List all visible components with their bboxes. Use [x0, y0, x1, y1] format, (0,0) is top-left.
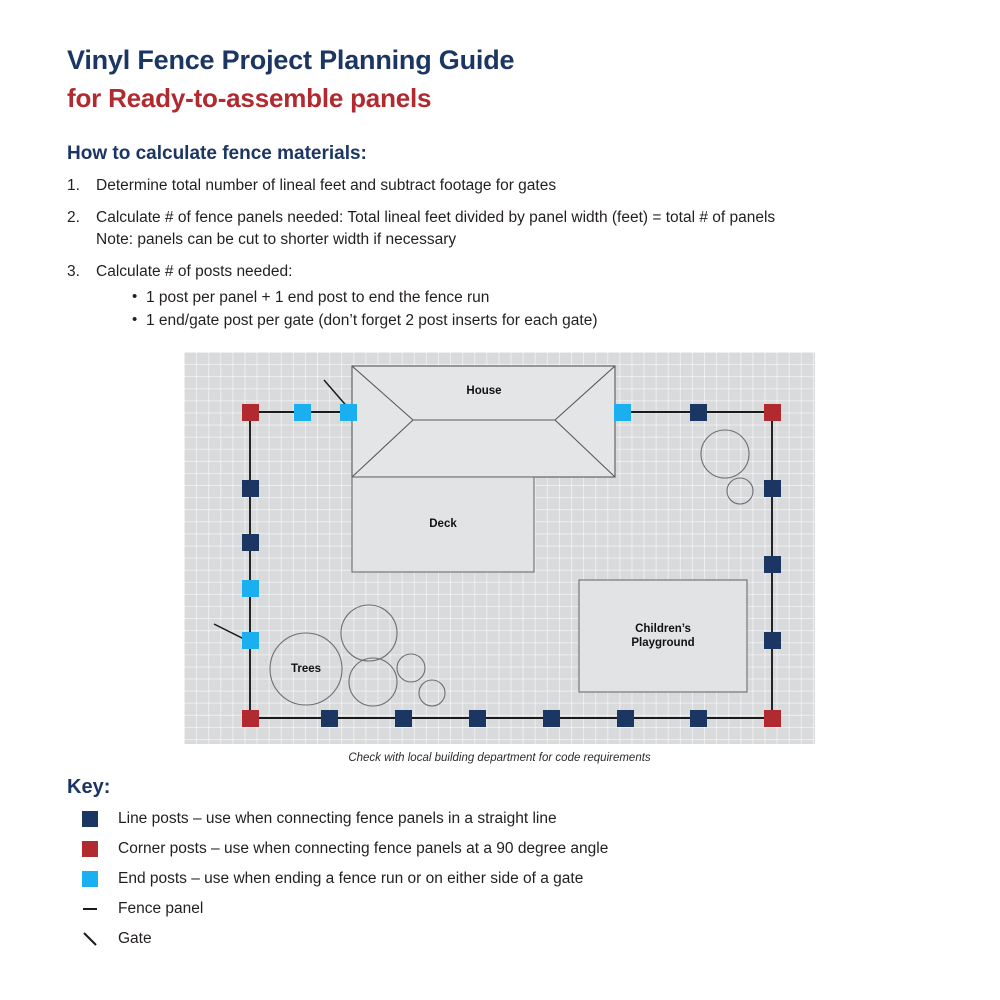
line-post [321, 710, 338, 727]
diagram-graphics [184, 352, 815, 744]
line-post [764, 632, 781, 649]
deck-label: Deck [429, 518, 457, 530]
key-item-label: End posts – use when ending a fence run or on either side of a gate [118, 870, 584, 887]
corner-post [764, 404, 781, 421]
line-post [617, 710, 634, 727]
house-shape [352, 366, 615, 477]
step-number: 1. [67, 177, 80, 194]
corner-post [242, 404, 259, 421]
end-post [340, 404, 357, 421]
instructions-heading: How to calculate fence materials: [67, 143, 367, 164]
line-post-swatch-icon [82, 811, 98, 827]
key-item-corner-post [82, 836, 882, 866]
gate-line-icon [82, 931, 98, 947]
step-text: Determine total number of lineal feet and subtract footage for gates [96, 177, 557, 194]
step-bullet: • 1 end/gate post per gate (don’t forget 2 post inserts for each gate) [132, 309, 947, 332]
page-subtitle: for Ready-to-assemble panels [67, 83, 432, 113]
step-text: Calculate # of fence panels needed: Total lineal feet divided by panel width (feet) = total # of panels [96, 209, 776, 226]
end-post [614, 404, 631, 421]
gate-markers [214, 380, 350, 640]
key-list [82, 806, 882, 956]
step-bullet: • 1 post per panel + 1 end post to end the fence run [132, 286, 947, 309]
step-bullets [132, 286, 947, 332]
line-post [242, 480, 259, 497]
key-item-label: Fence panel [118, 900, 204, 917]
line-post [690, 710, 707, 727]
fence-panel-line-icon [82, 901, 98, 917]
tree-cluster-right [701, 430, 753, 504]
key-item-fence-panel [82, 896, 882, 926]
key-item-gate [82, 926, 882, 956]
end-post [294, 404, 311, 421]
key-item-label: Corner posts – use when connecting fence panels at a 90 degree angle [118, 840, 609, 857]
end-post [242, 580, 259, 597]
tree-cluster-left [270, 605, 445, 706]
instruction-step [67, 207, 947, 251]
page-title: Vinyl Fence Project Planning Guide [67, 45, 515, 75]
step-number: 2. [67, 209, 80, 226]
step-text: Calculate # of posts needed: [96, 263, 293, 280]
key-heading: Key: [67, 776, 111, 798]
line-post [395, 710, 412, 727]
step-note: Note: panels can be cut to shorter width if necessary [96, 231, 457, 248]
playground-label-line1: Children’s [635, 623, 691, 635]
end-post-swatch-icon [82, 871, 98, 887]
yard-layout-diagram [184, 352, 815, 744]
corner-post [242, 710, 259, 727]
corner-post [764, 710, 781, 727]
end-post [242, 632, 259, 649]
line-post [242, 534, 259, 551]
diagram-caption: Check with local building department for code requirements [348, 752, 651, 764]
line-post [764, 480, 781, 497]
instructions-list [67, 175, 947, 342]
key-item-end-post [82, 866, 882, 896]
key-item-label: Line posts – use when connecting fence panels in a straight line [118, 810, 557, 827]
step-number: 3. [67, 263, 80, 280]
instruction-step [67, 261, 947, 332]
house-label: House [466, 385, 502, 397]
horizontal-line-icon [82, 901, 98, 917]
line-post [764, 556, 781, 573]
line-post [469, 710, 486, 727]
playground-label-line2: Playground [631, 637, 695, 649]
key-item-label: Gate [118, 930, 152, 947]
line-post [690, 404, 707, 421]
instruction-step [67, 175, 947, 197]
line-post [543, 710, 560, 727]
diagonal-line-icon [82, 931, 98, 947]
corner-post-swatch-icon [82, 841, 98, 857]
key-item-line-post [82, 806, 882, 836]
trees-label: Trees [290, 663, 322, 675]
